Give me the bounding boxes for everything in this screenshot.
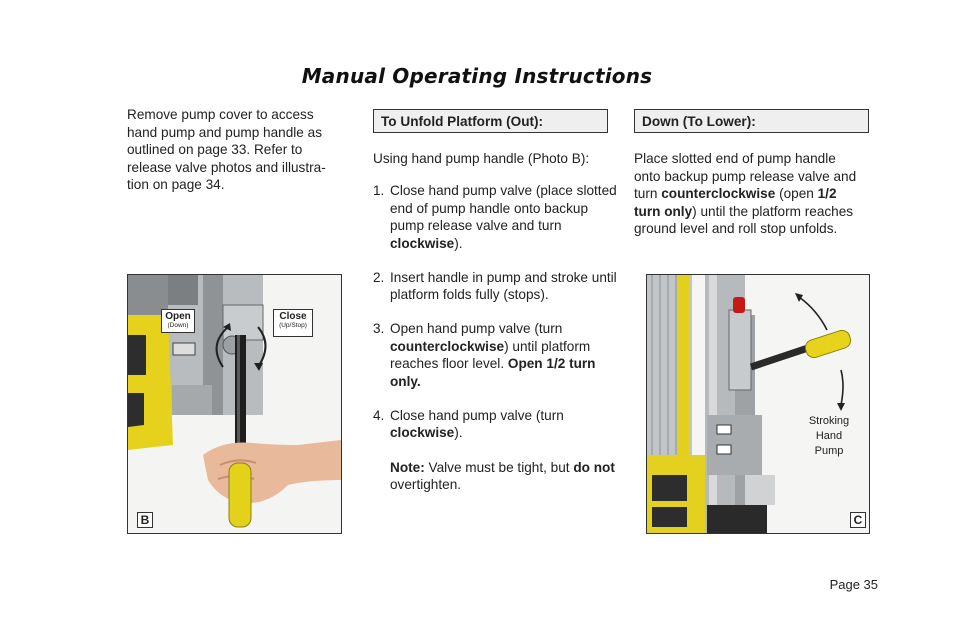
step-text: ) until platform reaches floor level. (390, 338, 591, 371)
step-number: 2. (373, 269, 385, 285)
step-text: Close hand pump valve (place slotted end of pump handle onto backup pump release valve and turn (390, 183, 617, 233)
step-bold: counterclockwise (390, 338, 505, 354)
step-item (373, 407, 618, 494)
photo-c (646, 274, 870, 534)
down-bold: 1/2 turn only (634, 186, 837, 219)
open-label: Open (165, 311, 191, 322)
intro-line: release valve photos and illustra- (127, 159, 326, 175)
photo-b (127, 274, 342, 534)
step-item (373, 269, 618, 304)
step-bold: clockwise (390, 235, 455, 251)
stroke-label-line: Stroking (808, 415, 850, 427)
page-title: Manual Operating Instructions (301, 64, 653, 88)
step-number: 3. (373, 321, 385, 336)
note-bold: do not (573, 459, 615, 475)
page-number: Page 35 (829, 577, 878, 592)
step-item (373, 182, 618, 252)
intro-line: hand pump and pump handle as (127, 124, 322, 140)
close-label-box (273, 309, 313, 337)
down-text: Place slotted end of pump handle onto backup pump release valve and turn (634, 151, 857, 201)
step-number: 1. (373, 183, 385, 198)
down-text: ) until the platform reaches ground level and roll stop unfolds. (634, 203, 854, 236)
step-text: Insert handle in pump and stroke until platform folds fully (stops). (390, 269, 617, 302)
step-number: 4. (373, 407, 385, 423)
down-paragraph (634, 150, 866, 238)
stroke-label-line: Pump (814, 445, 844, 457)
step-text: ). (454, 425, 463, 440)
close-sublabel: (Up/Stop) (279, 322, 307, 329)
intro-line: tion on page 34. (127, 177, 225, 192)
close-label: Close (279, 311, 307, 322)
photo-c-letter: C (850, 512, 866, 528)
down-bold: counterclockwise (661, 186, 776, 201)
step-bold: Open 1/2 turn only. (390, 356, 596, 389)
note-text: Valve must be tight, but (424, 459, 574, 475)
note (390, 459, 618, 494)
photo-c-illustration (647, 275, 869, 533)
down-text: (open (775, 186, 818, 201)
step-text: Close hand pump valve (turn (390, 407, 564, 423)
note-label: Note: (390, 459, 425, 475)
photo-b-letter: B (137, 512, 153, 528)
intro-line: outlined on page 33. Refer to (127, 142, 303, 157)
step-text: ). (454, 235, 463, 251)
down-header: Down (To Lower): (634, 109, 869, 133)
intro-paragraph (127, 106, 352, 194)
unfold-lead: Using hand pump handle (Photo B): (373, 151, 590, 166)
intro-line: Remove pump cover to access (127, 107, 314, 122)
step-text: Open hand pump valve (turn (390, 321, 563, 336)
unfold-header: To Unfold Platform (Out): (373, 109, 608, 133)
open-label-box (161, 309, 195, 333)
unfold-steps (373, 182, 618, 510)
stroking-hand-pump-label (799, 414, 859, 459)
note-text: overtighten. (390, 477, 462, 492)
step-item (373, 320, 618, 390)
open-sublabel: (Down) (167, 322, 189, 329)
stroke-label-line: Hand (815, 430, 843, 442)
step-bold: clockwise (390, 425, 455, 440)
